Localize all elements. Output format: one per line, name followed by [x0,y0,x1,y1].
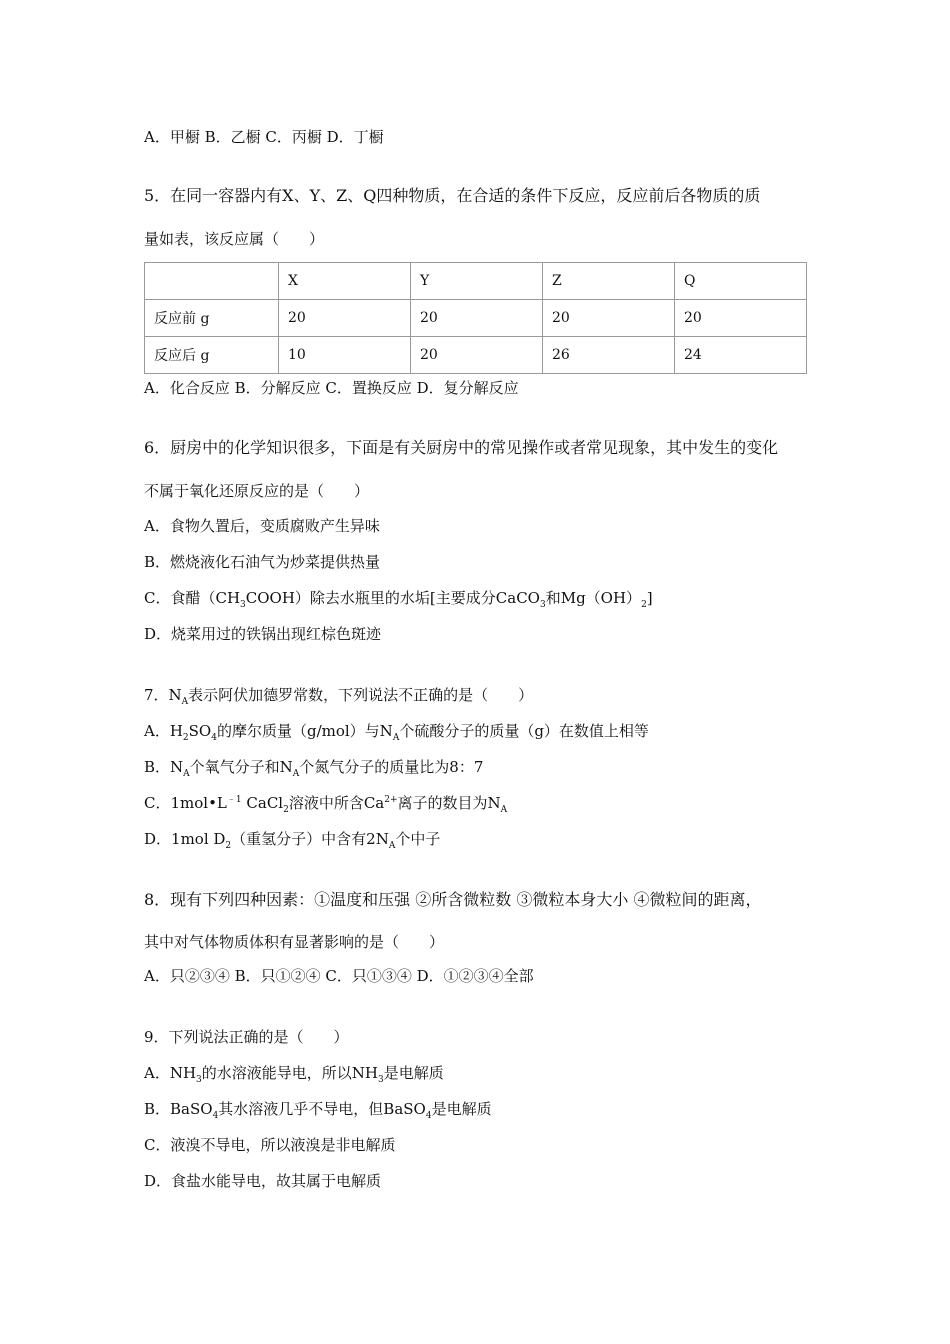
table-cell: 20 [279,300,411,337]
table-cell: 24 [675,337,807,374]
q6-stem-line1: 6．厨房中的化学知识很多，下面是有关厨房中的常见操作或者常见现象，其中发生的变化 [144,438,779,457]
q7-option-a: A．$H_2SO_4$的摩尔质量（g/mol）与$N_A$个硫酸分子的质量（g）在数值上相等 [144,722,649,743]
table-cell: X [279,263,411,300]
table-cell: Y [411,263,543,300]
table-cell [145,263,279,300]
q8-stem-line2: 其中对气体物质体积有显著影响的是（ ） [144,933,445,951]
table-cell: 20 [411,300,543,337]
table-cell: 反应前 g [145,300,279,337]
table-cell: 20 [675,300,807,337]
q5-stem-line1: 5．在同一容器内有X、Y、Z、Q四种物质，在合适的条件下反应，反应前后各物质的质 [144,186,761,205]
table-cell: 20 [411,337,543,374]
q7-option-b: B．$N_A$个氧气分子和$N_A$个氮气分子的质量比为8：7 [144,758,484,779]
q6-stem-line2: 不属于氧化还原反应的是（ ） [144,482,370,500]
q7-option-c: C．$1mol•L^{﹣1}$ CaCl$_2$溶液中所含$Ca^{2+}$离子的数目为$N_A$ [144,794,508,815]
q6-option-d: D．烧菜用过的铁锅出现红棕色斑迹 [144,625,382,643]
q5-stem-line2: 量如表，该反应属（ ） [144,230,325,248]
q6-option-c: C．食醋$(CH_3COOH)$除去水瓶里的水垢[主要成分CaCO$_3$和$Mg(OH)_2$] [144,589,653,610]
q4-options: A．甲橱 B．乙橱 C．丙橱 D．丁橱 [144,128,384,146]
table-cell: Q [675,263,807,300]
table-cell: 26 [543,337,675,374]
q9-option-d: D．食盐水能导电，故其属于电解质 [144,1172,382,1190]
q8-options: A．只②③④ B．只①②④ C．只①③④ D．①②③④全部 [144,967,534,985]
table-header-row [145,263,807,300]
table-cell: 10 [279,337,411,374]
q9-option-c: C．液溴不导电，所以液溴是非电解质 [144,1136,396,1154]
table-cell: 20 [543,300,675,337]
table-cell: Z [543,263,675,300]
q9-stem: 9．下列说法正确的是（ ） [144,1028,349,1046]
table-row [145,300,807,337]
q7-option-d: D．1mol $D_2$（重氢分子）中含有$2N_A$个中子 [144,830,441,851]
q5-options: A．化合反应 B．分解反应 C．置换反应 D．复分解反应 [144,379,519,397]
q6-option-b: B．燃烧液化石油气为炒菜提供热量 [144,553,381,571]
q6-option-a: A．食物久置后，变质腐败产生异味 [144,517,380,535]
q9-option-a: A．$NH_3$的水溶液能导电，所以$NH_3$是电解质 [144,1064,444,1085]
table-row [145,337,807,374]
q9-option-b: B．BaSO$_4$其水溶液几乎不导电，但BaSO$_4$是电解质 [144,1100,492,1121]
q5-mass-table [144,262,807,374]
q7-stem: 7．$N_A$表示阿伏加德罗常数，下列说法不正确的是（ ） [144,686,534,707]
table-cell: 反应后 g [145,337,279,374]
q8-stem-line1: 8．现有下列四种因素：①温度和压强 ②所含微粒数 ③微粒本身大小 ④微粒间的距离， [144,890,762,909]
